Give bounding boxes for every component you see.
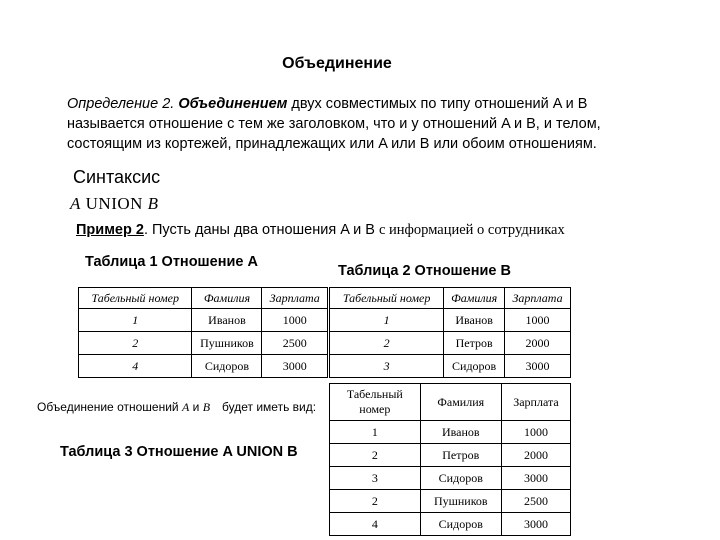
table-row <box>79 355 328 378</box>
table-cell: 1 <box>330 421 421 444</box>
table-cell: 1 <box>79 309 192 332</box>
definition-line-1-rest: двух совместимых по типу отношений A и B <box>291 96 588 112</box>
table-header-cell: Зарплата <box>505 288 571 309</box>
table-cell: 1 <box>330 309 444 332</box>
table-cell: Петров <box>420 444 501 467</box>
table2-caption: Таблица 2 Отношение B <box>338 263 511 279</box>
example-label: Пример 2 <box>76 222 144 238</box>
union-and: и <box>192 400 200 414</box>
table-cell: Иванов <box>444 309 505 332</box>
table-cell: 2 <box>79 332 192 355</box>
table-cell: 3000 <box>501 513 570 536</box>
table-cell: 3000 <box>501 467 570 490</box>
table-cell: Сидоров <box>444 355 505 378</box>
syntax-left-operand: A <box>70 194 81 213</box>
table-header-cell: Фамилия <box>192 288 262 309</box>
table-header-cell: Зарплата <box>262 288 328 309</box>
table-row <box>79 332 328 355</box>
table-header-cell: Табельный номер <box>330 288 444 309</box>
table-cell: 4 <box>330 513 421 536</box>
table-cell: Пушников <box>420 490 501 513</box>
table-cell: 4 <box>79 355 192 378</box>
table-cell: 3000 <box>262 355 328 378</box>
definition-line-3: состоящим из кортежей, принадлежащих или A или B или обоим отношениям. <box>67 136 597 152</box>
table1 <box>78 287 328 378</box>
table-row <box>330 444 571 467</box>
table1-caption: Таблица 1 Отношение A <box>85 254 258 270</box>
table3 <box>329 383 571 536</box>
table-cell: Петров <box>444 332 505 355</box>
syntax-heading: Синтаксис <box>73 167 161 187</box>
union-prefix: Объединение отношений <box>37 400 179 414</box>
definition-text <box>67 94 667 154</box>
table-cell: 3 <box>330 355 444 378</box>
table-cell: Сидоров <box>420 467 501 490</box>
table-header-row <box>330 384 571 421</box>
table-header-cell: Фамилия <box>444 288 505 309</box>
table3-caption: Таблица 3 Отношение A UNION B <box>60 444 298 460</box>
table-cell: 2000 <box>505 332 571 355</box>
table-row <box>330 467 571 490</box>
example-text: . Пусть даны два отношения A и B <box>143 222 375 238</box>
union-suffix: будет иметь вид: <box>222 400 317 414</box>
definition-term: Объединением <box>178 96 288 112</box>
table-cell: 2 <box>330 490 421 513</box>
table-header-row <box>330 288 571 309</box>
table-cell: Пушников <box>192 332 262 355</box>
syntax-keyword: UNION <box>85 194 143 213</box>
syntax-expression <box>70 194 159 214</box>
definition-line-1 <box>67 94 667 114</box>
table-cell: 1000 <box>505 309 571 332</box>
table-header-cell: Зарплата <box>501 384 570 421</box>
table-cell: 3000 <box>505 355 571 378</box>
table-row <box>330 421 571 444</box>
table-header-cell: Табельный номер <box>79 288 192 309</box>
table-row <box>330 355 571 378</box>
union-operand-b: B <box>202 400 211 414</box>
table-cell: 1000 <box>501 421 570 444</box>
definition-line-2: называется отношение с тем же заголовком, что и у отношений A и B, и телом, <box>67 116 601 132</box>
table-header-cell: Фамилия <box>420 384 501 421</box>
table-cell: Иванов <box>192 309 262 332</box>
table-row <box>330 332 571 355</box>
table-cell: Иванов <box>420 421 501 444</box>
table-cell: 2500 <box>501 490 570 513</box>
union-operand-a: A <box>181 400 190 414</box>
table-row <box>330 309 571 332</box>
table-row <box>79 309 328 332</box>
table-row <box>330 490 571 513</box>
table-cell: 3 <box>330 467 421 490</box>
table-row <box>330 513 571 536</box>
table-cell: 2 <box>330 444 421 467</box>
table-cell: 2000 <box>501 444 570 467</box>
table-header-row <box>79 288 328 309</box>
union-result-line <box>37 400 316 415</box>
definition-prefix: Определение 2. <box>67 96 175 112</box>
table-cell: 1000 <box>262 309 328 332</box>
table-cell: Сидоров <box>420 513 501 536</box>
syntax-right-operand: B <box>147 194 159 213</box>
page-title: Объединение <box>282 55 392 72</box>
table2 <box>329 287 571 378</box>
example-tail: с информацией о сотрудниках <box>378 222 565 238</box>
table-cell: 2 <box>330 332 444 355</box>
table-cell: 2500 <box>262 332 328 355</box>
table-cell: Сидоров <box>192 355 262 378</box>
example-line <box>76 222 565 239</box>
table-header-cell: Табельный номер <box>330 384 421 421</box>
